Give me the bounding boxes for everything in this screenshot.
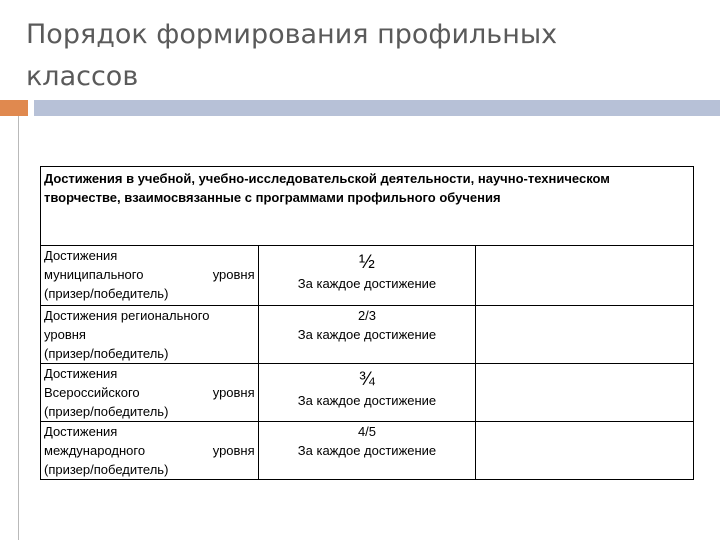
score-note: За каждое достижение bbox=[297, 276, 437, 291]
slide-title: Порядок формирования профильных классов bbox=[26, 19, 558, 92]
table-row bbox=[41, 306, 694, 364]
achievement-name-line: (призер/победитель) bbox=[44, 286, 169, 301]
table-row bbox=[41, 246, 694, 306]
achievement-name bbox=[41, 306, 259, 364]
score-note: За каждое достижение bbox=[297, 443, 437, 458]
title-divider-bar bbox=[34, 100, 720, 116]
score-value: 2/3 bbox=[357, 308, 377, 323]
table-row bbox=[41, 364, 694, 422]
empty-cell bbox=[476, 306, 694, 364]
achievement-name-line: Достижения bbox=[44, 248, 118, 263]
achievements-table bbox=[40, 166, 694, 480]
achievement-name-line: (призер/победитель) bbox=[44, 462, 169, 477]
score-cell bbox=[258, 364, 476, 422]
achievement-name-line: (призер/победитель) bbox=[44, 404, 169, 419]
score-cell bbox=[258, 306, 476, 364]
achievement-name-line: Достижения bbox=[44, 366, 118, 381]
achievement-name-line: муниципального уровня bbox=[44, 267, 255, 282]
table-row bbox=[41, 422, 694, 480]
achievement-name-line: (призер/победитель) bbox=[44, 346, 169, 361]
table-header-row bbox=[41, 167, 694, 246]
achievement-name-line: уровня bbox=[44, 327, 86, 342]
achievement-name bbox=[41, 364, 259, 422]
score-note: За каждое достижение bbox=[297, 393, 437, 408]
empty-cell bbox=[476, 246, 694, 306]
achievement-name-line: Достижения регионального bbox=[44, 308, 210, 323]
score-value: 4/5 bbox=[357, 424, 377, 439]
score-value: ½ bbox=[359, 252, 375, 273]
score-note: За каждое достижение bbox=[297, 327, 437, 342]
table-header-cell: Достижения в учебной, учебно-исследовательской деятельности, научно-техническом творчестве, взаимосвязанные с программами профильного обучения bbox=[41, 167, 694, 246]
empty-cell bbox=[476, 422, 694, 480]
title-accent-bar bbox=[0, 100, 28, 116]
achievement-name bbox=[41, 422, 259, 480]
achievement-name bbox=[41, 246, 259, 306]
score-value: ¾ bbox=[359, 369, 375, 390]
left-vertical-rule bbox=[18, 116, 19, 540]
score-cell bbox=[258, 422, 476, 480]
achievement-name-line: международного уровня bbox=[44, 443, 255, 458]
achievement-name-line: Достижения bbox=[44, 424, 118, 439]
achievement-name-line: Всероссийского уровня bbox=[44, 385, 255, 400]
empty-cell bbox=[476, 364, 694, 422]
score-cell bbox=[258, 246, 476, 306]
